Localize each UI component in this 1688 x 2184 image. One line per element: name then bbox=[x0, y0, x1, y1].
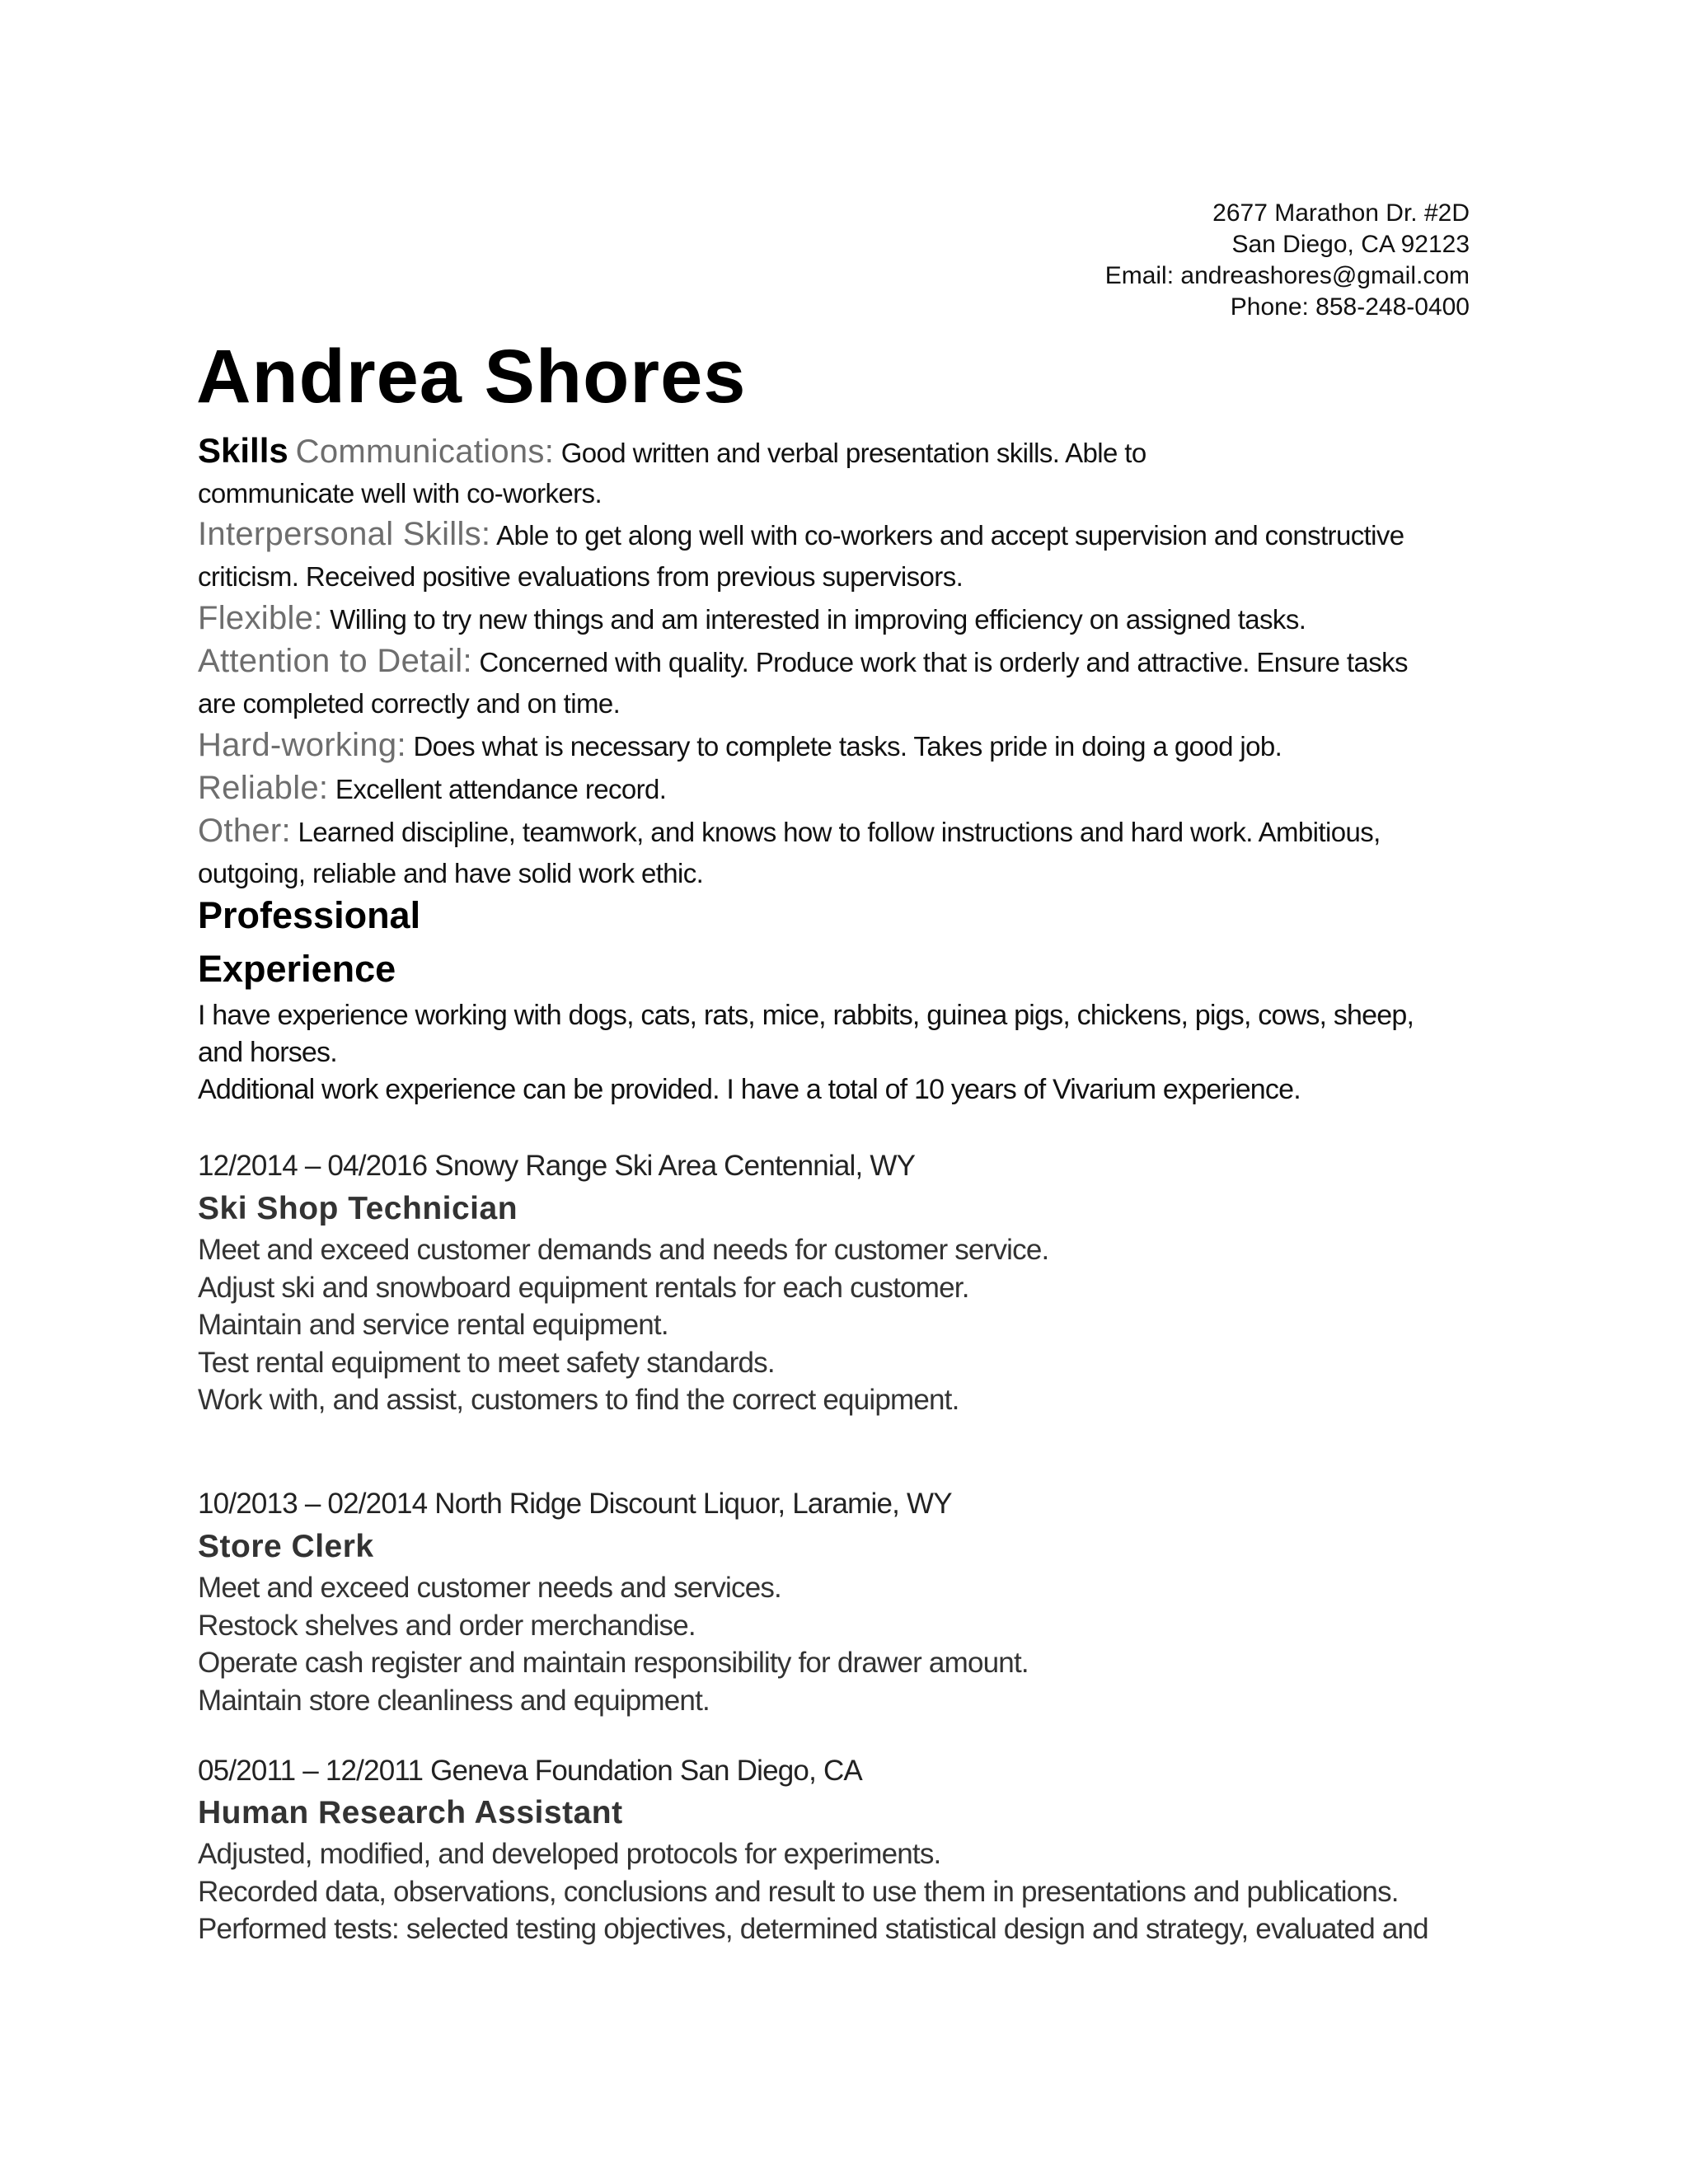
skill-label-interpersonal: Interpersonal Skills: bbox=[198, 516, 491, 552]
candidate-name: Andrea Shores bbox=[196, 335, 747, 419]
job-1-duties bbox=[198, 1231, 1484, 1419]
phone-line: Phone: 858-248-0400 bbox=[1230, 293, 1470, 321]
experience-intro-line-2: and horses. bbox=[198, 1037, 337, 1068]
skills-attention-line-1 bbox=[198, 640, 1484, 683]
job-2-duties bbox=[198, 1569, 1484, 1719]
job-1-title: Ski Shop Technician bbox=[198, 1191, 518, 1226]
experience-intro bbox=[198, 997, 1484, 1108]
skills-communications-line-1 bbox=[198, 430, 1484, 474]
job-3-title: Human Research Assistant bbox=[198, 1795, 623, 1830]
skill-text-hardworking: Does what is necessary to complete tasks. Takes pride in doing a good job. bbox=[406, 731, 1282, 762]
skills-flexible-line bbox=[198, 598, 1484, 640]
skill-text-reliable: Excellent attendance record. bbox=[328, 774, 667, 804]
skill-label-communications: Communications: bbox=[295, 434, 555, 470]
job-1-duty: Maintain and service rental equipment. bbox=[198, 1309, 668, 1341]
skill-text-attention-2: are completed correctly and on time. bbox=[198, 688, 621, 719]
skills-interpersonal-line-2 bbox=[198, 556, 1484, 598]
skill-text-attention-1: Concerned with quality. Produce work that is orderly and attractive. Ensure tasks bbox=[471, 647, 1408, 677]
address-line-2: San Diego, CA 92123 bbox=[1231, 231, 1470, 258]
job-3-duty: Performed tests: selected testing objectives, determined statistical design and strategy, evaluated and bbox=[198, 1913, 1428, 1945]
job-2-duty: Restock shelves and order merchandise. bbox=[198, 1609, 696, 1642]
skill-text-communications-2: communicate well with co-workers. bbox=[198, 478, 603, 509]
skill-text-interpersonal-2: criticism. Received positive evaluations from previous supervisors. bbox=[198, 561, 964, 592]
job-1-duty: Meet and exceed customer demands and needs for customer service. bbox=[198, 1234, 1049, 1266]
skills-other-line-1 bbox=[198, 810, 1484, 853]
skill-label-hardworking: Hard-working: bbox=[198, 727, 406, 763]
skill-label-other: Other: bbox=[198, 813, 291, 849]
job-2-duty: Maintain store cleanliness and equipment. bbox=[198, 1684, 710, 1717]
experience-heading-line-1: Professional bbox=[198, 894, 421, 936]
job-3-duties bbox=[198, 1835, 1484, 1948]
experience-intro-line-3: Additional work experience can be provided. I have a total of 10 years of Vivarium experience. bbox=[198, 1074, 1301, 1105]
job-3-dates: 05/2011 – 12/2011 Geneva Foundation San Diego, CA bbox=[198, 1755, 862, 1787]
skills-communications-line-2 bbox=[198, 474, 1484, 513]
skill-label-attention: Attention to Detail: bbox=[198, 643, 472, 679]
skill-text-communications-1: Good written and verbal presentation skills. Able to bbox=[554, 438, 1146, 468]
job-1-duty: Work with, and assist, customers to find the correct equipment. bbox=[198, 1384, 959, 1416]
skills-section bbox=[198, 430, 1484, 894]
job-1-duty: Test rental equipment to meet safety standards. bbox=[198, 1346, 775, 1379]
job-2-title: Store Clerk bbox=[198, 1529, 374, 1564]
job-3-duty: Adjusted, modified, and developed protocols for experiments. bbox=[198, 1838, 941, 1870]
skills-heading: Skills bbox=[198, 431, 288, 470]
skill-text-flexible: Willing to try new things and am interested in improving efficiency on assigned tasks. bbox=[322, 604, 1306, 635]
skill-text-other-1: Learned discipline, teamwork, and knows how to follow instructions and hard work. Ambitious, bbox=[290, 817, 1381, 847]
job-2-dates: 10/2013 – 02/2014 North Ridge Discount Liquor, Laramie, WY bbox=[198, 1488, 952, 1520]
skill-label-flexible: Flexible: bbox=[198, 600, 323, 636]
address-line-1: 2677 Marathon Dr. #2D bbox=[1212, 199, 1470, 227]
skill-label-reliable: Reliable: bbox=[198, 770, 329, 806]
experience-intro-line-1: I have experience working with dogs, cats, rats, mice, rabbits, guinea pigs, chickens, pigs, cows, sheep, bbox=[198, 1000, 1414, 1031]
skill-text-other-2: outgoing, reliable and have solid work ethic. bbox=[198, 858, 704, 888]
experience-heading-line-2: Experience bbox=[198, 948, 396, 990]
skills-interpersonal-line-1 bbox=[198, 513, 1484, 556]
job-2-duty: Operate cash register and maintain responsibility for drawer amount. bbox=[198, 1647, 1029, 1679]
email-line: Email: andreashores@gmail.com bbox=[1104, 262, 1470, 289]
contact-block bbox=[1105, 198, 1470, 323]
job-1-dates: 12/2014 – 04/2016 Snowy Range Ski Area Centennial, WY bbox=[198, 1150, 916, 1182]
job-2-duty: Meet and exceed customer needs and services. bbox=[198, 1572, 781, 1604]
job-3-duty: Recorded data, observations, conclusions and result to use them in presentations and publications. bbox=[198, 1875, 1399, 1908]
skills-hardworking-line bbox=[198, 724, 1484, 767]
job-1-duty: Adjust ski and snowboard equipment rentals for each customer. bbox=[198, 1271, 969, 1304]
skills-reliable-line bbox=[198, 767, 1484, 810]
skill-text-interpersonal-1: Able to get along well with co-workers and accept supervision and constructive bbox=[490, 520, 1404, 551]
skills-attention-line-2 bbox=[198, 683, 1484, 724]
